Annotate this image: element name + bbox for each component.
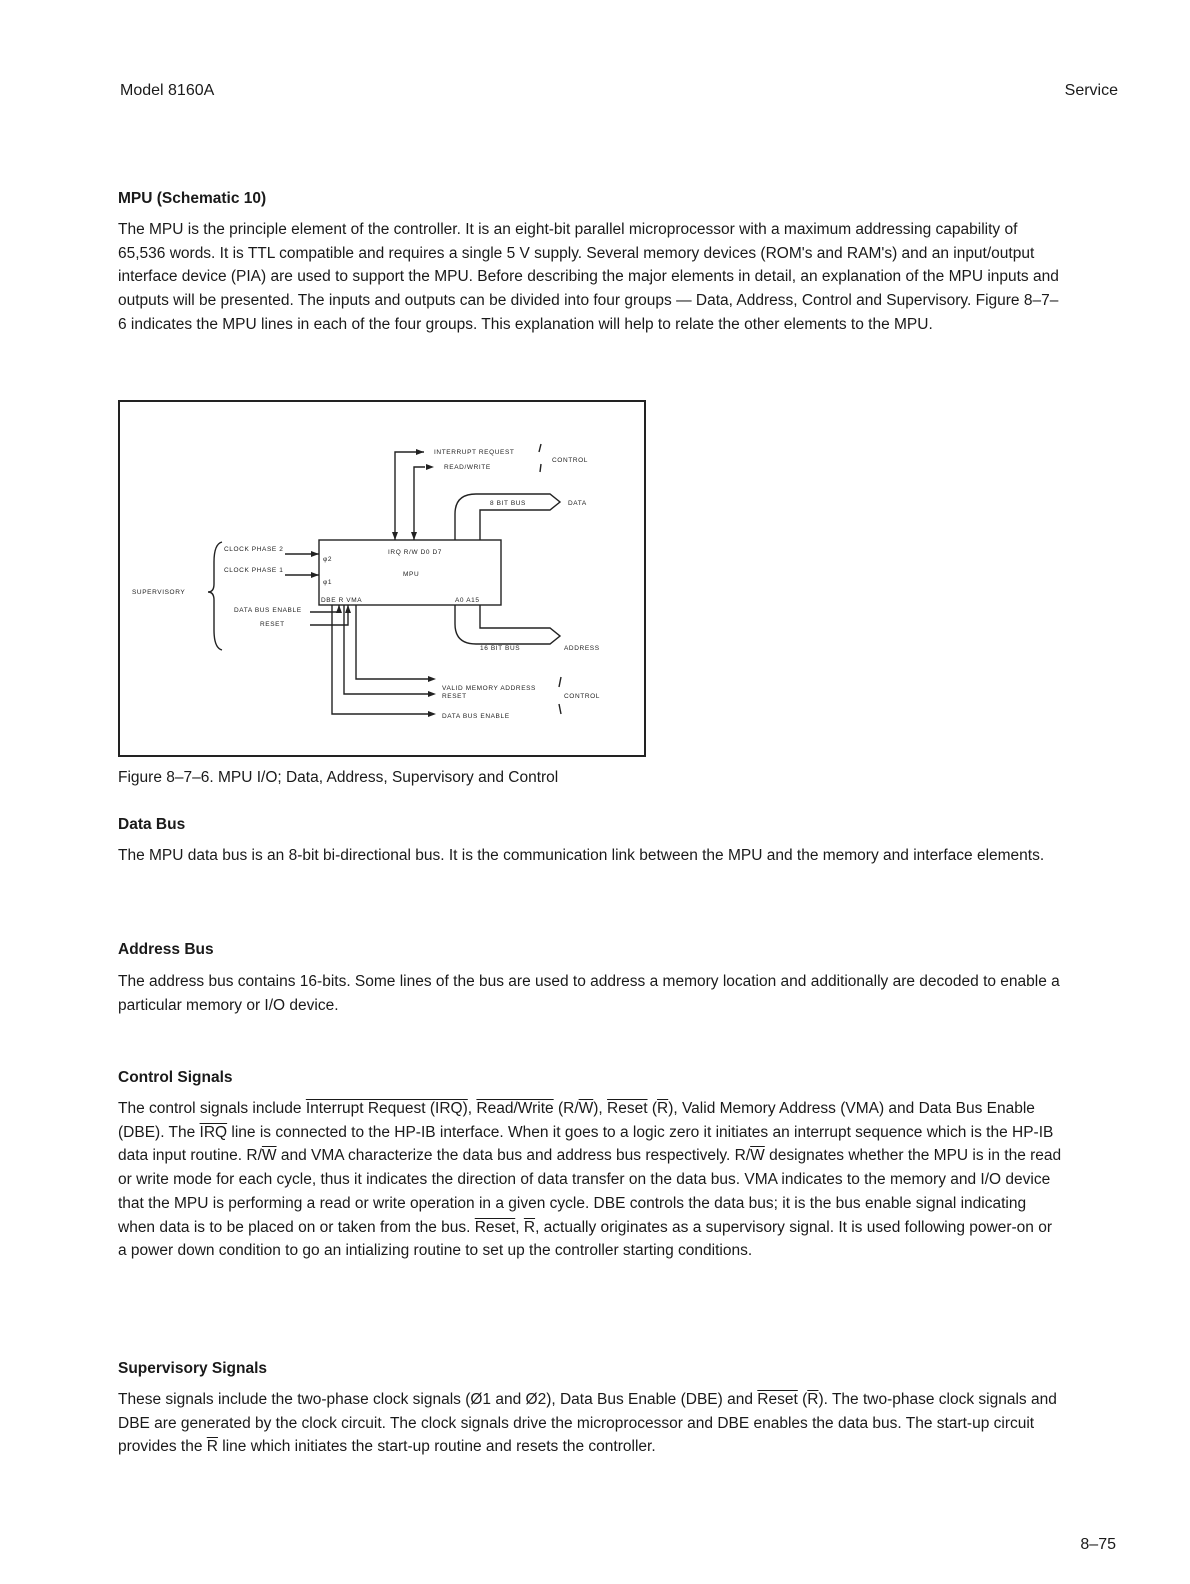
bit8-bus-label: 8 BIT BUS <box>490 500 526 507</box>
rw-name: Read/Write <box>476 1100 554 1117</box>
control-bottom-label: CONTROL <box>564 693 600 700</box>
mpu-io-figure <box>118 400 646 757</box>
model-header: Model 8160A <box>120 82 215 99</box>
supervisory-signals-heading: Supervisory Signals <box>118 1360 268 1377</box>
valid-memory-address-label: VALID MEMORY ADDRESS <box>442 685 536 692</box>
supervisory-brace <box>208 542 222 650</box>
data-bus-heading: Data Bus <box>118 816 186 833</box>
vma-line <box>356 605 428 679</box>
control-signals-heading: Control Signals <box>118 1069 233 1086</box>
address-bus-shape <box>455 605 560 644</box>
mpu-paragraph: The MPU is the principle element of the controller. It is an eight-bit parallel microprocessor with a maximum addressing capability of 65,536 words. It is TTL compatible and requires a single 5 V supply. Several memory devices (ROM's and RAM's) and an input/output interface device (PIA) are used to support the MPU. Before describing the major elements in detail, an explanation of the MPU inputs and outputs will be presented. The inputs and outputs can be divided into four groups — Data, Address, Control and Supervisory. Figure 8–7–6 indicates the MPU lines in each of the four groups. This explanation will help to relate the other elements to the MPU. <box>118 221 1059 333</box>
control-top-label: CONTROL <box>552 457 588 464</box>
mpu-label: MPU <box>403 571 420 578</box>
supervisory-signals-paragraph: These signals include the two-phase clock signals (Ø1 and Ø2), Data Bus Enable (DBE) and Reset $(\overline{R})$. The two-phase clock signals and DBE are generated by the clock circuit. The clock signals drive the microprocessor and DBE enables the data bus. The start-up circuit provides the $\overline{R}$ line which initiates the start-up routine and resets the controller. <box>118 1391 1057 1456</box>
reset-out-label: RESET <box>442 693 467 700</box>
data-bus-enable-in-label: DATA BUS ENABLE <box>234 607 302 614</box>
read-write-label: READ/WRITE <box>444 464 491 471</box>
clock-phase2-label: CLOCK PHASE 2 <box>224 546 284 553</box>
mpu-io-diagram <box>120 402 648 759</box>
supervisory-label: SUPERVISORY <box>132 589 186 596</box>
phi2-pin-label: φ2 <box>323 556 333 563</box>
clock-phase1-label: CLOCK PHASE 1 <box>224 567 284 574</box>
section-header: Service <box>1064 82 1118 99</box>
control-signals-paragraph: The control signals include Interrupt Request (IRQ), Read/Write $(R/\overline{W})$, Reset $(\overline{R})$, Valid Memory Address (VMA) and Data Bus Enable (DBE). The $\overline{IRQ}$ line is connected to the HP-IB interface. When it goes to a logic zero it initiates an interrupt sequence which is the HP-IB data input routine. $R/\overline{W}$ and VMA characterize the data bus and address bus respectively. $R/\overline{W}$ designates whether the MPU is in the read or write mode for each cycle, thus it indicates the direction of data transfer on the data bus. VMA indicates to the memory and I/O device that the MPU is performing a read or write operation in a given cycle. DBE controls the data bus; it is the bus enable signal indicating when data is to be placed on or taken from the bus. Reset, $\overline{R}$, actually originates as a supervisory signal. It is used following power-on or a power down condition to go an intializing routine to set up the controller starting conditions. <box>118 1100 1062 1260</box>
mpu-heading: MPU (Schematic 10) <box>118 190 267 207</box>
rw-line <box>414 467 425 540</box>
reset-name: Reset <box>607 1100 648 1117</box>
address-bus-paragraph: The address bus contains 16-bits. Some lines of the bus are used to address a memory location and additionally are decoded to enable a particular memory or I/O device. <box>118 973 1060 1014</box>
phi1-pin-label: φ1 <box>323 579 333 586</box>
data-bus-paragraph: The MPU data bus is an 8-bit bi-directional bus. It is the communication link between the MPU and the memory and interface elements. <box>118 847 1045 864</box>
pins-bottom-right-label: A0 A15 <box>455 597 480 604</box>
reset-in-label: RESET <box>260 621 285 628</box>
figure-caption: Figure 8–7–6. MPU I/O; Data, Address, Supervisory and Control <box>118 769 559 786</box>
interrupt-request-label: INTERRUPT REQUEST <box>434 449 515 456</box>
pins-top-label: IRQ R/W D0 D7 <box>388 549 443 556</box>
address-bus-heading: Address Bus <box>118 941 214 958</box>
irq-name: Interrupt Request (IRQ) <box>305 1100 468 1117</box>
data-bus-enable-out-label: DATA BUS ENABLE <box>442 713 510 720</box>
page-number: 8–75 <box>1080 1536 1116 1553</box>
data-label: DATA <box>568 500 587 507</box>
dbe-out-line <box>332 605 428 714</box>
pins-bottom-left-label: DBE R VMA <box>321 597 363 604</box>
irq-line <box>395 452 424 540</box>
bit16-bus-label: 16 BIT BUS <box>480 645 521 652</box>
address-label: ADDRESS <box>564 645 600 652</box>
